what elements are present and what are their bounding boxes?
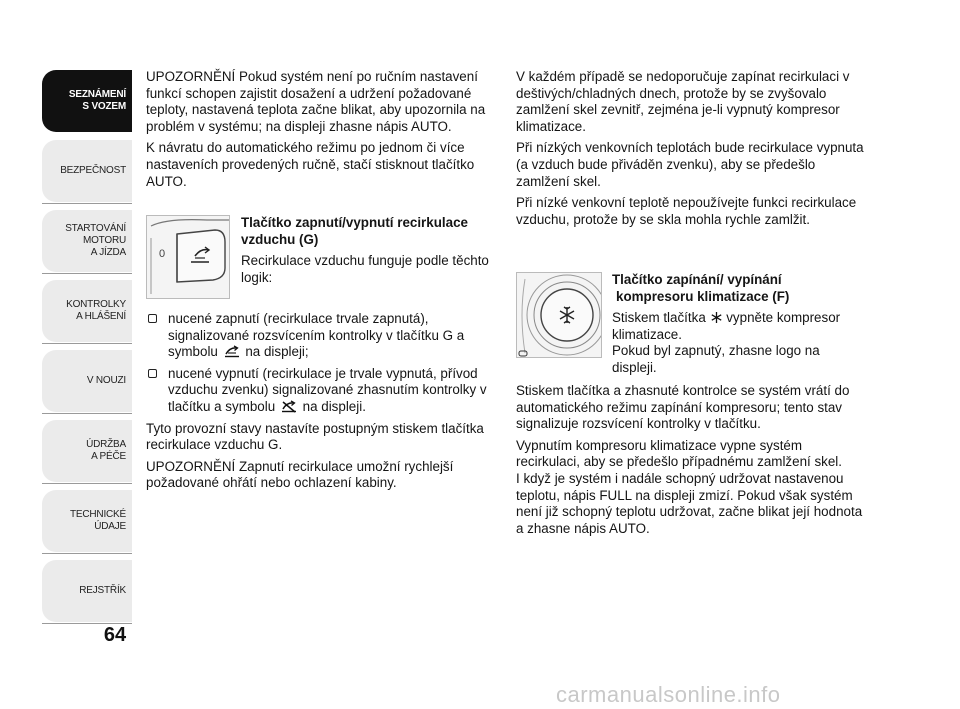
compressor-button-illustration bbox=[517, 273, 601, 357]
full-display-paragraph: I když je systém i nadále schopný udržovat nastavenou teplotu, nápis FULL na displeji zmizí. Pokud však systém není již schopný teplotu udržovat, začne blikat její hodnota a zhasne nápis AUTO. bbox=[516, 470, 863, 536]
tab-bezpecnost[interactable]: BEZPEČNOST bbox=[42, 140, 132, 202]
bullet-text-end: na displeji; bbox=[245, 344, 309, 360]
tab-technicke-udaje[interactable]: TECHNICKÉ ÚDAJE bbox=[42, 490, 132, 552]
recirculation-section bbox=[241, 215, 503, 291]
bullet-text: nucené vypnutí (recirkulace je trvale vypnutá, přívod vzduchu zvenku) signalizované zhasnutím kontrolky v tlačítku a symbolu bbox=[168, 365, 487, 414]
warning-paragraph-recirculation: UPOZORNĚNÍ Zapnutí recirkulace umožní rychlejší požadované ohřátí nebo ochlazení kabiny. bbox=[146, 458, 454, 491]
watermark: carmanualsonline.info bbox=[556, 682, 781, 707]
snowflake-icon bbox=[710, 311, 723, 324]
bullet-text: nucené zapnutí (recirkulace trvale zapnutá), signalizované rozsvícením kontrolky v tlačítku G a symbolu bbox=[168, 311, 465, 360]
checkbox-bullet-icon bbox=[148, 369, 157, 378]
tab-udrzba-a-pece[interactable]: ÚDRŽBA A PÉČE bbox=[42, 420, 132, 482]
compressor-button-image bbox=[516, 272, 602, 358]
button-label-zero: 0 bbox=[159, 248, 166, 260]
tab-startovani-motoru[interactable]: STARTOVÁNÍ MOTORU A JÍZDA bbox=[42, 210, 132, 272]
compressor-heading-line2: kompresoru klimatizace (F) bbox=[616, 288, 790, 304]
auto-mode-paragraph: Stiskem tlačítka a zhasnuté kontrolce se systém vrátí do automatického režimu zapínání kompresoru; tento stav signalizuje rozsvícení kontrolky v tlačítku. bbox=[516, 383, 850, 432]
tab-kontrolky-a-hlaseni[interactable]: KONTROLKY A HLÁŠENÍ bbox=[42, 280, 132, 342]
recirculation-button-image bbox=[146, 215, 230, 299]
checkbox-bullet-icon bbox=[148, 314, 157, 323]
tab-seznameni-s-vozem[interactable]: SEZNÁMENÍ S VOZEM bbox=[42, 70, 132, 132]
tab-v-nouzi[interactable]: V NOUZI bbox=[42, 350, 132, 412]
list-item bbox=[146, 366, 502, 416]
warning-paragraph-manual: UPOZORNĚNÍ Pokud systém není po ručním nastavení funkcí schopen zajistit dosažení a udržení požadované teploty, nastavená teplota začne blikat, aby upozornila na problém v systému; na displeji zhasne nápis AUTO. bbox=[146, 69, 486, 134]
recirculation-heading: Tlačítko zapnutí/vypnutí recirkulace vzduchu (G) bbox=[241, 215, 468, 247]
bullet-text-end: na displeji. bbox=[302, 398, 366, 414]
logo-off-paragraph: Pokud byl zapnutý, zhasne logo na displeji. bbox=[612, 343, 820, 375]
compressor-heading-line1: Tlačítko zapínání/ vypínání bbox=[612, 272, 782, 287]
list-item bbox=[146, 311, 502, 361]
do-not-use-paragraph: Při nízké venkovní teplotě nepoužívejte funkci recirkulace vzduchu, protože by se skla mohla rychle zamlžit. bbox=[516, 195, 857, 227]
left-column bbox=[146, 69, 502, 195]
left-column-lower bbox=[146, 311, 502, 497]
recirculation-off-icon bbox=[279, 400, 299, 413]
low-temperature-paragraph: Při nízkých venkovních teplotách bude recirkulace vypnuta (a vzduch bude přiváděn zvenku), aby se předešlo zamlžení skel. bbox=[516, 140, 864, 189]
compressor-press-paragraph bbox=[612, 310, 866, 343]
rainy-days-paragraph: V každém případě se nedoporučuje zapínat recirkulaci v deštivých/chladných dnech, protože by se zvyšovalo zamlžení skel zevnitř, zejména je-li vypnutý kompresor klimatizace. bbox=[516, 69, 850, 134]
compressor-off-paragraph: Vypnutím kompresoru klimatizace vypne systém recirkulaci, aby se předešlo případnému zamlžení skel. bbox=[516, 437, 842, 470]
press-text-end: vypněte kompresor klimatizace. bbox=[612, 310, 841, 342]
recirculation-icon bbox=[222, 345, 242, 358]
tab-rejstrik[interactable]: REJSTŘÍK bbox=[42, 560, 132, 622]
operating-states-paragraph: Tyto provozní stavy nastavíte postupným stiskem tlačítka recirkulace vzduchu G. bbox=[146, 420, 484, 453]
right-column-lower bbox=[516, 383, 866, 542]
page-number: 64 bbox=[103, 624, 127, 646]
press-text: Stiskem tlačítka bbox=[612, 310, 706, 326]
right-column bbox=[516, 69, 866, 233]
recirculation-intro: Recirkulace vzduchu funguje podle těchto logik: bbox=[241, 253, 489, 285]
compressor-section bbox=[612, 272, 866, 382]
auto-return-paragraph: K návratu do automatického režimu po jednom či více nastaveních provedených ručně, stačí stisknout tlačítko AUTO. bbox=[146, 140, 475, 189]
